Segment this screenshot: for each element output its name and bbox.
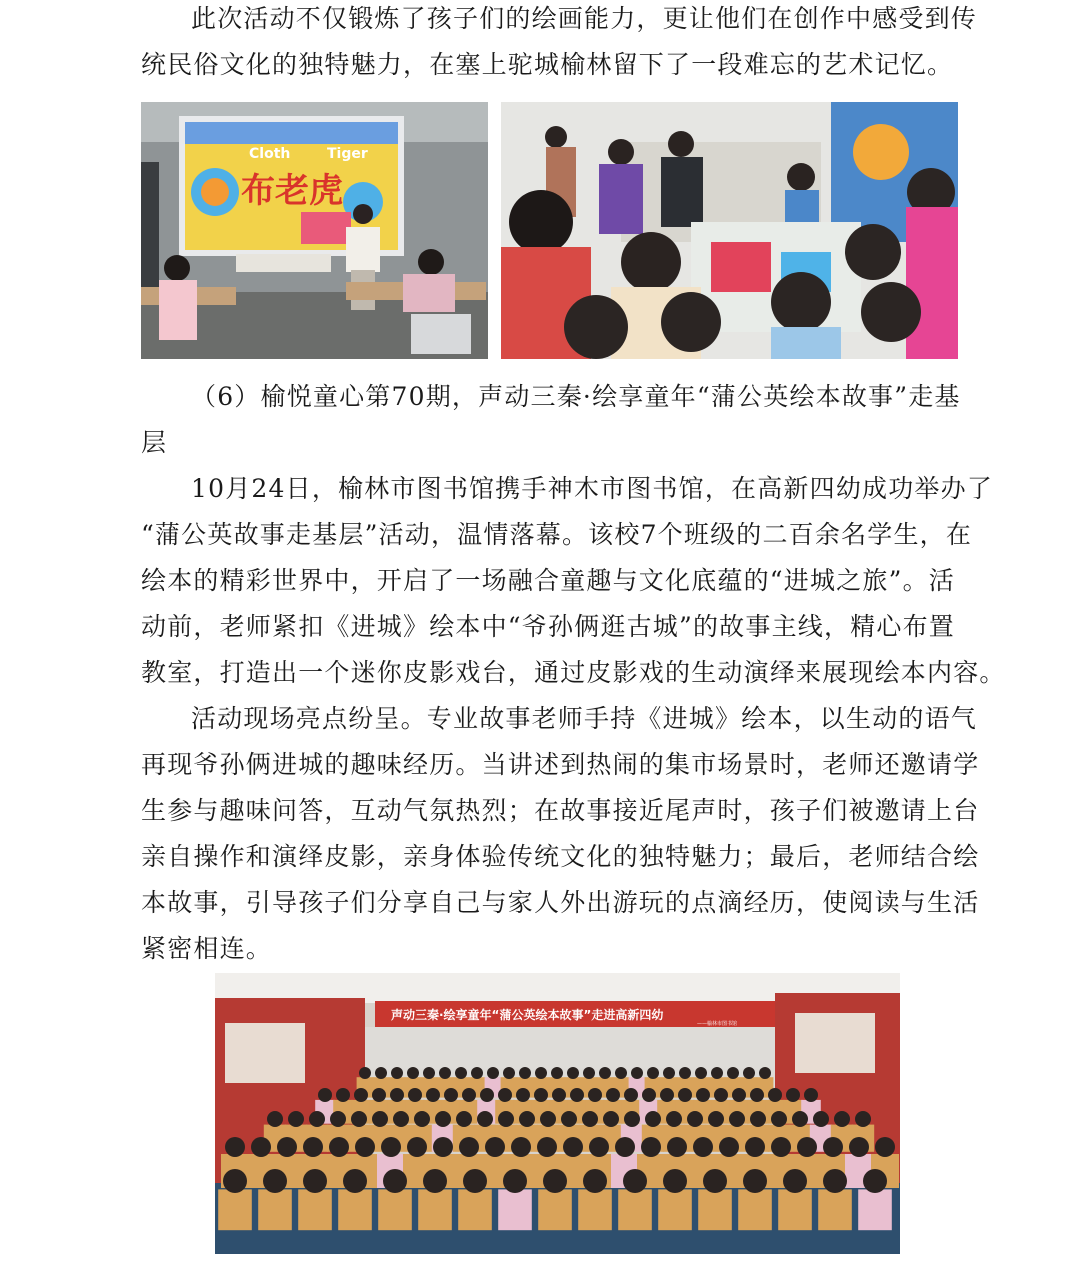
student-head xyxy=(390,1088,404,1102)
student-head xyxy=(599,1067,611,1079)
body1-line-1: 10月24日，榆林市图书馆携手神木市图书馆，在高新四幼成功举办了 xyxy=(191,474,994,503)
student-head xyxy=(696,1088,710,1102)
student-head xyxy=(570,1088,584,1102)
student-head xyxy=(834,1111,850,1127)
student-head xyxy=(462,1088,476,1102)
student-head xyxy=(463,1169,487,1193)
student-head xyxy=(511,1137,531,1157)
body1-line-2: “蒲公英故事走基层”活动，温情落幕。该校7个班级的二百余名学生，在 xyxy=(141,520,973,549)
student-head xyxy=(223,1169,247,1193)
section-heading xyxy=(141,374,965,466)
student-head xyxy=(606,1088,620,1102)
student-head xyxy=(792,1111,808,1127)
student-uniform xyxy=(298,1189,332,1230)
student-head xyxy=(679,1067,691,1079)
student-head xyxy=(759,1067,771,1079)
student-uniform xyxy=(818,1189,852,1230)
student-head xyxy=(277,1137,297,1157)
body1-line-4: 动前，老师紧扣《进城》绘本中“爷孙俩逛古城”的故事主线，精心布置 xyxy=(141,612,955,641)
student-head xyxy=(251,1137,271,1157)
student-head xyxy=(687,1111,703,1127)
student-head xyxy=(813,1111,829,1127)
intro-line-1: 此次活动不仅锻炼了孩子们的绘画能力，更让他们在创作中感受到传 xyxy=(191,4,978,33)
student-head xyxy=(714,1088,728,1102)
classroom-slide-photo xyxy=(141,102,488,359)
student-head xyxy=(336,1088,350,1102)
body2-line-4: 亲自操作和演绎皮影，亲身体验传统文化的独特魅力；最后，老师结合绘 xyxy=(141,842,980,871)
student-head xyxy=(615,1067,627,1079)
student-head xyxy=(477,1111,493,1127)
student-head xyxy=(393,1111,409,1127)
student-head xyxy=(727,1067,739,1079)
student-uniform xyxy=(738,1189,772,1230)
student-head xyxy=(711,1067,723,1079)
group-photo xyxy=(215,973,900,1254)
student-head xyxy=(660,1088,674,1102)
student-head xyxy=(435,1111,451,1127)
student-head xyxy=(582,1111,598,1127)
student-head xyxy=(771,1137,791,1157)
student-head xyxy=(267,1111,283,1127)
student-head xyxy=(444,1088,458,1102)
student-head xyxy=(423,1067,435,1079)
student-head xyxy=(615,1137,635,1157)
student-head xyxy=(875,1137,895,1157)
student-head xyxy=(624,1111,640,1127)
student-head xyxy=(797,1137,817,1157)
slide-cn-title: 布老虎 xyxy=(241,171,343,211)
student-head xyxy=(519,1067,531,1079)
student-head xyxy=(372,1111,388,1127)
banner-subtitle: ——榆林市图书馆 xyxy=(697,1021,738,1027)
slide-en-tiger: Tiger xyxy=(327,146,368,162)
student-head xyxy=(423,1169,447,1193)
student-head xyxy=(503,1169,527,1193)
body2-line-1: 活动现场亮点纷呈。专业故事老师手持《进城》绘本，以生动的语气 xyxy=(191,704,978,733)
student-head xyxy=(551,1067,563,1079)
section-heading-line-2: 层 xyxy=(141,428,168,457)
student-head xyxy=(408,1088,422,1102)
student-head xyxy=(498,1088,512,1102)
student-uniform xyxy=(498,1189,532,1230)
student-head xyxy=(623,1169,647,1193)
student-head xyxy=(561,1111,577,1127)
student-head xyxy=(433,1137,453,1157)
student-head xyxy=(391,1067,403,1079)
student-uniform xyxy=(338,1189,372,1230)
student-head xyxy=(750,1088,764,1102)
student-head xyxy=(459,1137,479,1157)
student-head xyxy=(804,1088,818,1102)
student-head xyxy=(372,1088,386,1102)
student-head xyxy=(743,1169,767,1193)
student-head xyxy=(407,1067,419,1079)
student-head xyxy=(471,1067,483,1079)
student-head xyxy=(552,1088,566,1102)
student-head xyxy=(642,1088,656,1102)
student-head xyxy=(641,1137,661,1157)
student-head xyxy=(519,1111,535,1127)
student-head xyxy=(823,1137,843,1157)
student-head xyxy=(343,1169,367,1193)
student-head xyxy=(666,1111,682,1127)
student-head xyxy=(743,1067,755,1079)
student-head xyxy=(771,1111,787,1127)
student-head xyxy=(567,1067,579,1079)
student-head xyxy=(288,1111,304,1127)
student-uniform xyxy=(578,1189,612,1230)
student-head xyxy=(667,1137,687,1157)
student-head xyxy=(693,1137,713,1157)
student-head xyxy=(439,1067,451,1079)
student-uniform xyxy=(618,1189,652,1230)
student-uniform xyxy=(538,1189,572,1230)
student-uniform xyxy=(698,1189,732,1230)
student-head xyxy=(631,1067,643,1079)
student-head xyxy=(624,1088,638,1102)
student-head xyxy=(823,1169,847,1193)
student-head xyxy=(589,1137,609,1157)
banner-title: 声动三秦·绘享童年“蒲公英绘本故事”走进高新四幼 xyxy=(391,1008,664,1022)
student-head xyxy=(745,1137,765,1157)
student-head xyxy=(383,1169,407,1193)
student-head xyxy=(729,1111,745,1127)
body2-line-5: 本故事，引导孩子们分享自己与家人外出游玩的点滴经历，使阅读与生活 xyxy=(141,888,980,917)
student-head xyxy=(703,1169,727,1193)
student-head xyxy=(695,1067,707,1079)
student-head xyxy=(225,1137,245,1157)
student-head xyxy=(303,1137,323,1157)
student-head xyxy=(498,1111,514,1127)
student-uniform xyxy=(858,1189,892,1230)
student-head xyxy=(355,1137,375,1157)
student-uniform xyxy=(258,1189,292,1230)
student-head xyxy=(534,1088,548,1102)
student-head xyxy=(426,1088,440,1102)
student-uniform xyxy=(658,1189,692,1230)
student-head xyxy=(647,1067,659,1079)
student-head xyxy=(329,1137,349,1157)
student-head xyxy=(318,1088,332,1102)
student-head xyxy=(768,1088,782,1102)
student-head xyxy=(414,1111,430,1127)
student-head xyxy=(645,1111,661,1127)
student-head xyxy=(849,1137,869,1157)
student-uniform xyxy=(218,1189,252,1230)
student-head xyxy=(535,1067,547,1079)
student-head xyxy=(456,1111,472,1127)
student-head xyxy=(480,1088,494,1102)
student-head xyxy=(719,1137,739,1157)
student-head xyxy=(603,1111,619,1127)
student-head xyxy=(375,1067,387,1079)
body2-line-6: 紧密相连。 xyxy=(141,934,273,963)
student-head xyxy=(516,1088,530,1102)
student-head xyxy=(359,1067,371,1079)
body2-line-3: 生参与趣味问答，互动气氛热烈；在故事接近尾声时，孩子们被邀请上台 xyxy=(141,796,980,825)
body1-line-5: 教室，打造出一个迷你皮影戏台，通过皮影戏的生动演绎来展现绘本内容。 xyxy=(141,658,1006,687)
student-head xyxy=(487,1067,499,1079)
body-paragraph-2 xyxy=(141,696,980,972)
student-head xyxy=(503,1067,515,1079)
student-head xyxy=(563,1137,583,1157)
student-head xyxy=(708,1111,724,1127)
student-head xyxy=(663,1169,687,1193)
student-uniform xyxy=(458,1189,492,1230)
student-head xyxy=(455,1067,467,1079)
intro-line-2: 统民俗文化的独特魅力，在塞上驼城榆林留下了一段难忘的艺术记忆。 xyxy=(141,50,954,79)
student-head xyxy=(588,1088,602,1102)
student-head xyxy=(540,1111,556,1127)
student-uniform xyxy=(378,1189,412,1230)
student-head xyxy=(537,1137,557,1157)
student-head xyxy=(407,1137,427,1157)
student-head xyxy=(381,1137,401,1157)
student-head xyxy=(354,1088,368,1102)
student-head xyxy=(303,1169,327,1193)
student-uniform xyxy=(418,1189,452,1230)
student-head xyxy=(855,1111,871,1127)
student-head xyxy=(485,1137,505,1157)
student-head xyxy=(678,1088,692,1102)
student-head xyxy=(330,1111,346,1127)
section-heading-line-1: （6）榆悦童心第70期，声动三秦·绘享童年“蒲公英绘本故事”走基 xyxy=(191,382,961,411)
student-head xyxy=(351,1111,367,1127)
body1-line-3: 绘本的精彩世界中，开启了一场融合童趣与文化底蕴的“进城之旅”。活 xyxy=(141,566,955,595)
student-head xyxy=(583,1169,607,1193)
student-head xyxy=(783,1169,807,1193)
student-head xyxy=(732,1088,746,1102)
children-crafting-photo xyxy=(501,102,958,359)
student-head xyxy=(786,1088,800,1102)
student-head xyxy=(663,1067,675,1079)
student-uniform xyxy=(778,1189,812,1230)
slide-en-cloth: Cloth xyxy=(249,146,291,162)
student-head xyxy=(263,1169,287,1193)
student-head xyxy=(750,1111,766,1127)
student-head xyxy=(863,1169,887,1193)
student-head xyxy=(543,1169,567,1193)
student-head xyxy=(583,1067,595,1079)
body2-line-2: 再现爷孙俩进城的趣味经历。当讲述到热闹的集市场景时，老师还邀请学 xyxy=(141,750,980,779)
body-paragraph-1 xyxy=(141,466,1006,696)
student-head xyxy=(309,1111,325,1127)
intro-paragraph xyxy=(141,0,978,88)
student-group xyxy=(218,1067,899,1230)
